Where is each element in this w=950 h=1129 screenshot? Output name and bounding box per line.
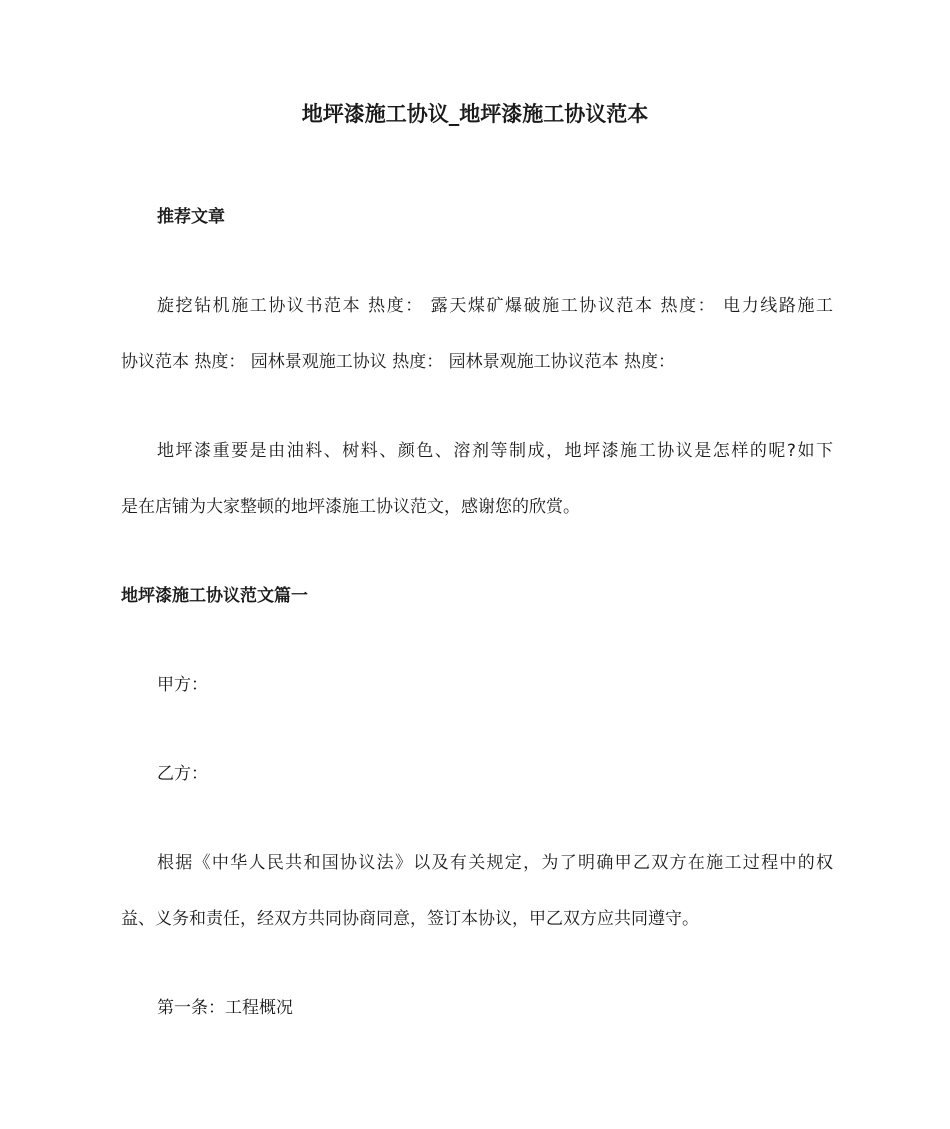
basis-line-2: 益、义务和责任，经双方共同协商同意，签订本协议，甲乙双方应共同遵守。 (121, 909, 699, 929)
recommended-line-2: 协议范本 热度： 园林景观施工协议 热度： 园林景观施工协议范本 热度： (121, 352, 676, 372)
party-a-label: 甲方： (157, 675, 208, 695)
party-b-label: 乙方： (157, 764, 208, 784)
recommended-line-1: 旋挖钻机施工协议书范本 热度： 露天煤矿爆破施工协议范本 热度： 电力线路施工 (157, 296, 833, 316)
section-heading: 地坪漆施工协议范文篇一 (121, 586, 308, 606)
basis-line-1: 根据《中华人民共和国协议法》以及有关规定，为了明确甲乙双方在施工过程中的权 (157, 853, 833, 873)
intro-line-2: 是在店铺为大家整顿的地坪漆施工协议范文，感谢您的欣赏。 (121, 497, 580, 517)
intro-line-1: 地坪漆重要是由油料、树料、颜色、溶剂等制成，地坪漆施工协议是怎样的呢?如下 (157, 441, 833, 461)
recommended-heading: 推荐文章 (157, 207, 225, 227)
article-1-heading: 第一条：工程概况 (157, 998, 293, 1018)
document-title: 地坪漆施工协议_地坪漆施工协议范本 (301, 102, 649, 126)
